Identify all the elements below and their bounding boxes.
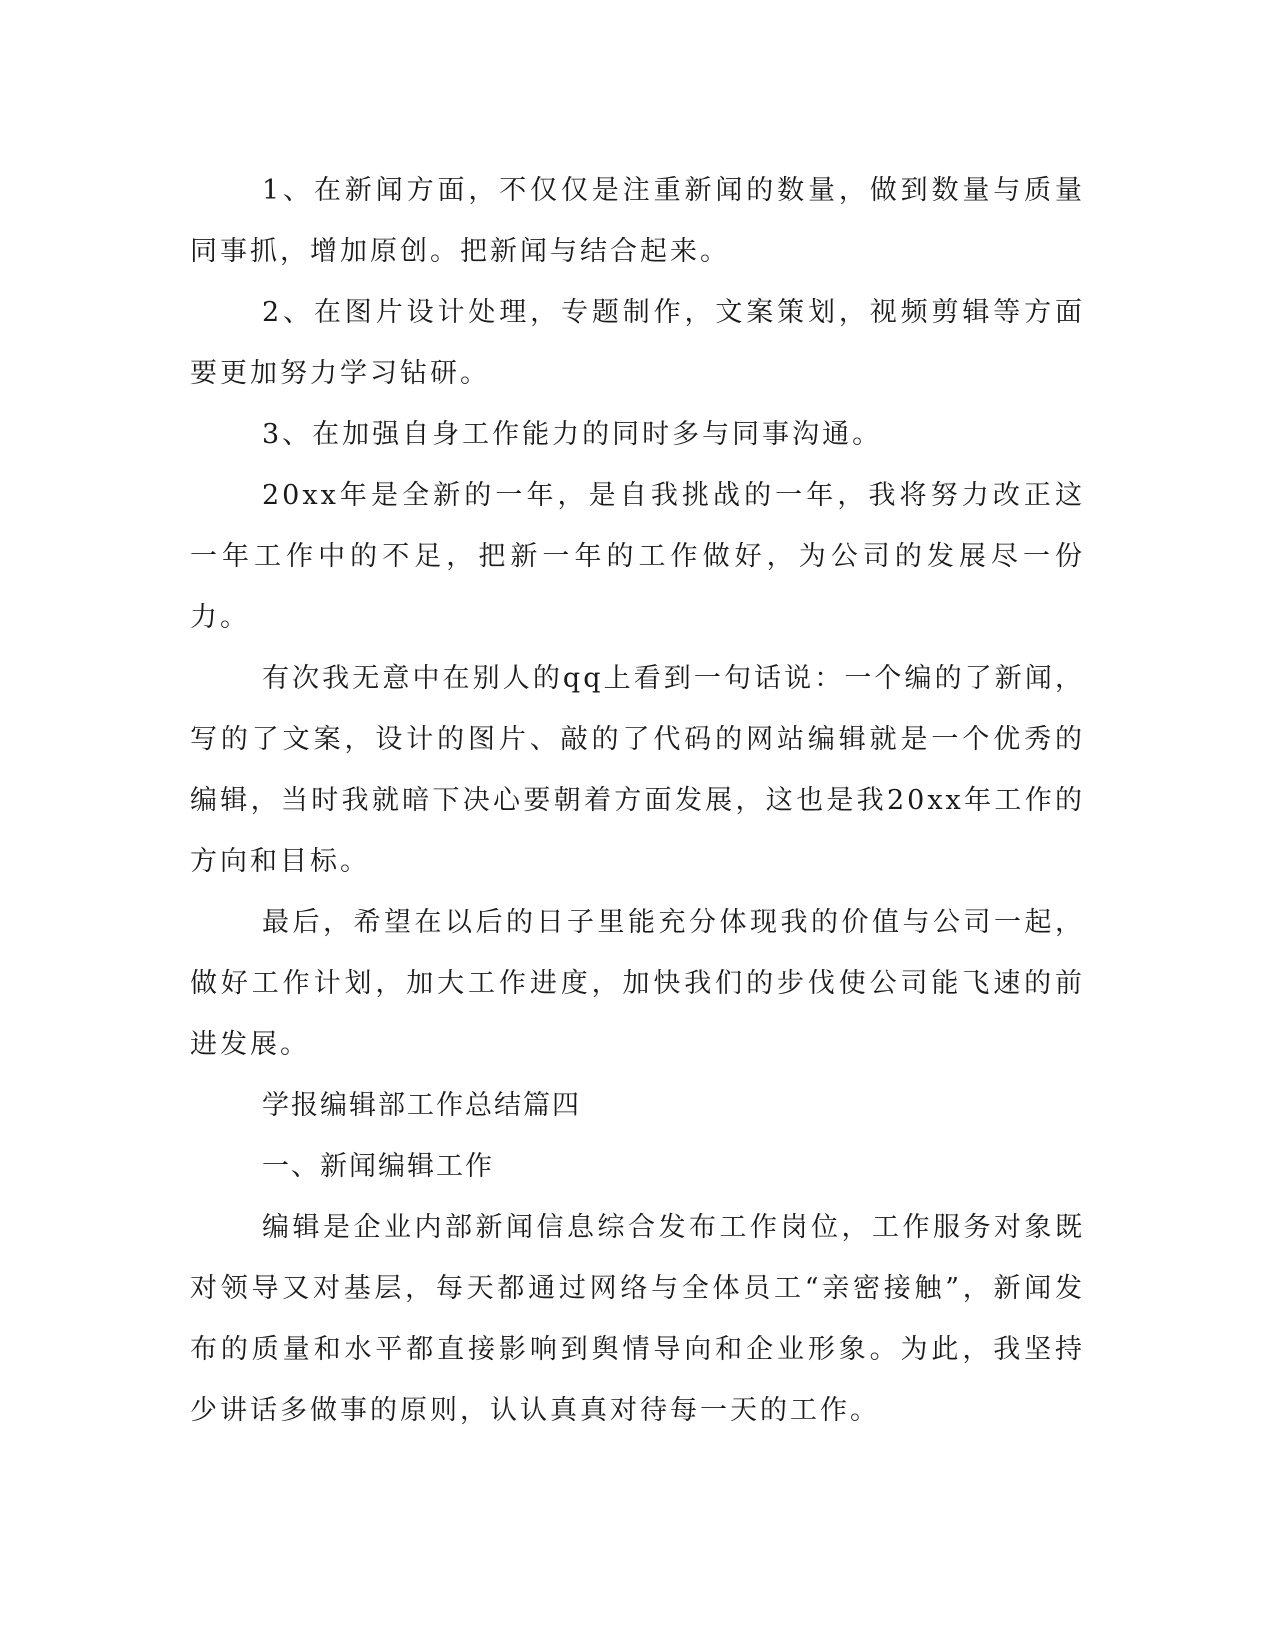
section-subtitle: 一、新闻编辑工作 [262,1151,494,1182]
paragraph-news-quality: 1、在新闻方面，不仅仅是注重新闻的数量，做到数量与质量同事抓，增加原创。把新闻与结合起来。 [190,175,1085,267]
paragraph-communication: 3、在加强自身工作能力的同时多与同事沟通。 [262,419,883,450]
document-body [190,160,1085,1441]
paragraph-editing-work: 编辑是企业内部新闻信息综合发布工作岗位，工作服务对象既对领导又对基层，每天都通过网络与全体员工“亲密接触”，新闻发布的质量和水平都直接影响到舆情导向和企业形象。为此，我坚持少讲话多做事的原则，认认真真对待每一天的工作。 [190,1212,1085,1426]
paragraph-new-year: 20xx年是全新的一年，是自我挑战的一年，我将努力改正这一年工作中的不足，把新一年的工作做好，为公司的发展尽一份力。 [190,480,1085,633]
paragraph-goal: 有次我无意中在别人的qq上看到一句话说：一个编的了新闻，写的了文案，设计的图片、敲的了代码的网站编辑就是一个优秀的编辑，当时我就暗下决心要朝着方面发展，这也是我20xx年工作的方向和目标。 [190,663,1085,877]
paragraph-design-study: 2、在图片设计处理，专题制作，文案策划，视频剪辑等方面要更加努力学习钻研。 [190,297,1085,389]
paragraph-conclusion: 最后，希望在以后的日子里能充分体现我的价值与公司一起，做好工作计划，加大工作进度，加快我们的步伐使公司能飞速的前进发展。 [190,907,1085,1060]
section-title: 学报编辑部工作总结篇四 [262,1090,581,1121]
